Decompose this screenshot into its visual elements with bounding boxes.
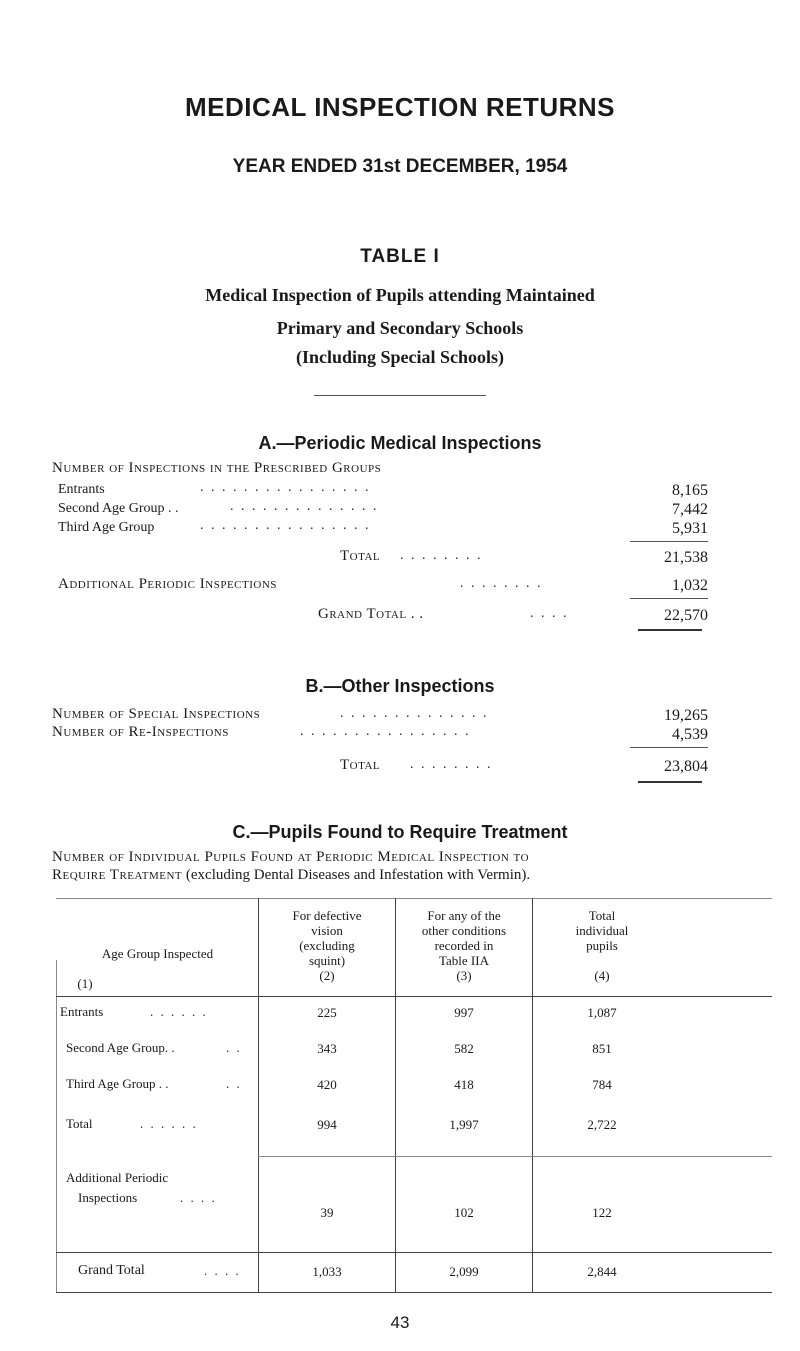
section-a-total-value: 21,538 bbox=[664, 549, 708, 566]
section-a-additional-label: Additional Periodic Inspections bbox=[58, 576, 277, 592]
column-header-line: vision bbox=[311, 923, 343, 938]
section-b-row-label: Number of Re-Inspections bbox=[52, 724, 229, 740]
table-row-label-cont: Inspections bbox=[78, 1190, 138, 1205]
table-total-rule bbox=[258, 1156, 772, 1157]
double-rule bbox=[638, 629, 702, 631]
section-a-row-value: 7,442 bbox=[672, 501, 708, 518]
section-a-row-label: Third Age Group bbox=[58, 520, 155, 535]
table-cell: 418 bbox=[454, 1077, 474, 1092]
table-cell: 1,997 bbox=[449, 1117, 479, 1132]
column-number: (1) bbox=[77, 976, 93, 991]
leader-dots: . . . . . . bbox=[150, 1004, 208, 1019]
section-a-additional-value: 1,032 bbox=[672, 577, 708, 594]
table-row-label: Total bbox=[66, 1116, 93, 1131]
table-grand-total-rule bbox=[56, 1252, 772, 1253]
column-header-line: Table IIA bbox=[439, 953, 489, 968]
subtotal-rule bbox=[630, 747, 708, 748]
section-b-row-value: 4,539 bbox=[672, 726, 708, 743]
leader-dots: . . . . . . bbox=[140, 1116, 198, 1131]
table-cell: 784 bbox=[592, 1077, 612, 1092]
table-cell: 343 bbox=[317, 1041, 337, 1056]
table-row-label: Entrants bbox=[60, 1004, 104, 1019]
column-header-line: Total bbox=[588, 908, 616, 923]
column-header-vision bbox=[262, 908, 392, 983]
leader-dots: . . . . . . . . bbox=[410, 757, 493, 772]
leader-dots: . . . . . . . . bbox=[400, 548, 483, 563]
section-a-row-label: Second Age Group . . bbox=[58, 501, 179, 516]
section-a-grand-total-value: 22,570 bbox=[664, 607, 708, 624]
section-a-row-value: 5,931 bbox=[672, 520, 708, 537]
section-c-note-line2-sc: Require Treatment bbox=[52, 867, 183, 883]
table-cell: 122 bbox=[592, 1205, 612, 1220]
subtotal-rule bbox=[630, 598, 708, 599]
table-row-label: Third Age Group . . bbox=[66, 1076, 169, 1091]
table-cell: 582 bbox=[454, 1041, 474, 1056]
table-row-label: Additional Periodic bbox=[66, 1170, 169, 1185]
table-cell: 2,722 bbox=[587, 1117, 617, 1132]
section-c-note-line2-rest: (excluding Dental Diseases and Infestation with Vermin). bbox=[185, 867, 531, 883]
table-cell: 102 bbox=[454, 1205, 474, 1220]
column-header-line: recorded in bbox=[434, 938, 494, 953]
section-b-total-value: 23,804 bbox=[664, 758, 708, 775]
subtotal-rule bbox=[630, 541, 708, 542]
section-b-row-value: 19,265 bbox=[664, 707, 708, 724]
table-caption-line1: Medical Inspection of Pupils attending Maintained bbox=[205, 285, 595, 305]
column-header-age-group: Age Group Inspected bbox=[101, 946, 214, 961]
column-header-other-conditions bbox=[398, 908, 530, 983]
column-header-line: For any of the bbox=[427, 908, 501, 923]
leader-dots: . . . . . . . . . . . . . . . . bbox=[300, 724, 471, 739]
column-header-total-pupils bbox=[536, 908, 668, 983]
table-cell: 225 bbox=[317, 1005, 337, 1020]
table-cell: 2,099 bbox=[449, 1264, 479, 1279]
column-header-line: other conditions bbox=[421, 923, 507, 938]
leader-dots: . . . . . . . . . . . . . . . . bbox=[200, 480, 371, 495]
leader-dots: . . . . . . . . . . . . . . bbox=[340, 706, 489, 721]
column-number: (3) bbox=[456, 968, 472, 983]
section-a-total-label: Total bbox=[340, 548, 381, 564]
section-c-note-line1: Number of Individual Pupils Found at Periodic Medical Inspection to bbox=[52, 849, 530, 865]
column-header-line: squint) bbox=[308, 953, 346, 968]
table-header-rule bbox=[56, 996, 772, 997]
table-cell: 1,033 bbox=[312, 1264, 342, 1279]
section-c-note bbox=[52, 848, 772, 884]
table-left-border bbox=[56, 960, 57, 1293]
page-number: 43 bbox=[390, 1313, 410, 1332]
table-cell: 997 bbox=[454, 1005, 474, 1020]
column-number: (4) bbox=[594, 968, 610, 983]
table-row-label: Grand Total bbox=[78, 1263, 145, 1278]
table-caption-line3: (Including Special Schools) bbox=[295, 347, 505, 367]
section-b-row-label: Number of Special Inspections bbox=[52, 706, 261, 722]
section-a-heading: A.—Periodic Medical Inspections bbox=[258, 433, 542, 453]
table-cell: 420 bbox=[317, 1077, 337, 1092]
table-column-divider bbox=[532, 898, 533, 1293]
column-header-line: pupils bbox=[586, 938, 618, 953]
table-caption-line2: Primary and Secondary Schools bbox=[276, 318, 524, 338]
section-c-heading: C.—Pupils Found to Require Treatment bbox=[232, 822, 568, 842]
page-subtitle: YEAR ENDED 31st DECEMBER, 1954 bbox=[232, 156, 568, 177]
double-rule bbox=[638, 781, 702, 783]
table-title: TABLE I bbox=[360, 246, 440, 267]
leader-dots: . . . . . . . . . . . . . . . . bbox=[200, 518, 371, 533]
column-number: (2) bbox=[319, 968, 335, 983]
section-b-total-label: Total bbox=[340, 757, 381, 773]
section-a-row-value: 8,165 bbox=[672, 482, 708, 499]
table-cell: 994 bbox=[317, 1117, 337, 1132]
table-top-rule bbox=[56, 898, 772, 899]
leader-dots: . . . . . . . . bbox=[460, 576, 543, 591]
section-a-subheading: Number of Inspections in the Prescribed Groups bbox=[52, 460, 382, 476]
leader-dots: . . . . . . . . . . . . . . bbox=[230, 499, 379, 514]
section-a-row-label: Entrants bbox=[58, 482, 105, 497]
page-title: MEDICAL INSPECTION RETURNS bbox=[185, 92, 615, 122]
section-a-grand-total-label: Grand Total . . bbox=[318, 606, 424, 622]
leader-dots: . . . . bbox=[180, 1190, 217, 1205]
table-cell: 2,844 bbox=[587, 1264, 617, 1279]
leader-dots: . . . . bbox=[204, 1263, 241, 1278]
table-cell: 1,087 bbox=[587, 1005, 617, 1020]
leader-dots: . . bbox=[226, 1040, 242, 1055]
table-cell: 39 bbox=[320, 1205, 334, 1220]
column-header-line: (excluding bbox=[299, 938, 355, 953]
table-row-label: Second Age Group. . bbox=[66, 1040, 175, 1055]
leader-dots: . . . . bbox=[530, 606, 569, 621]
section-b-heading: B.—Other Inspections bbox=[305, 676, 495, 696]
divider-rule bbox=[314, 395, 486, 396]
leader-dots: . . bbox=[226, 1076, 242, 1091]
table-column-divider bbox=[258, 898, 259, 1293]
table-column-divider bbox=[395, 898, 396, 1293]
table-cell: 851 bbox=[592, 1041, 612, 1056]
table-bottom-rule bbox=[56, 1292, 772, 1293]
column-header-line: individual bbox=[575, 923, 629, 938]
column-header-line: For defective bbox=[292, 908, 362, 923]
